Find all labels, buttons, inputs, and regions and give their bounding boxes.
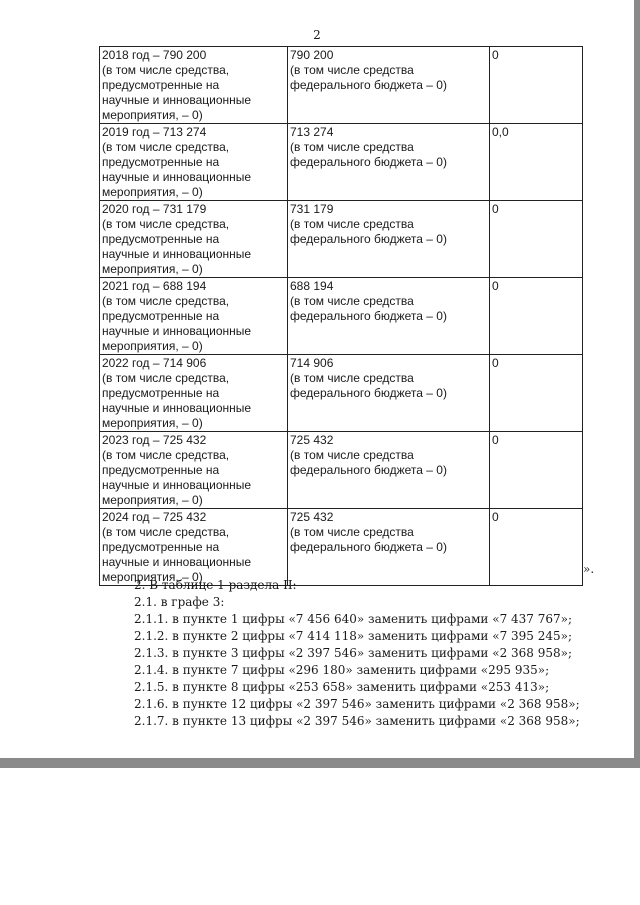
cell-line: (в том числе средства, xyxy=(102,217,230,231)
cell-line: предусмотренные на xyxy=(102,463,220,477)
amendment-line: 2.1.5. в пункте 8 цифры «253 658» заменить цифрами «253 413»; xyxy=(134,680,550,694)
year-total-cell xyxy=(100,355,288,432)
cell-line: федерального бюджета – 0) xyxy=(290,386,447,400)
budget-amount-cell xyxy=(288,124,490,201)
cell-line: 2019 год – 713 274 xyxy=(102,125,207,139)
cell-line: 714 906 xyxy=(290,356,334,370)
budget-amount-cell xyxy=(288,278,490,355)
cell-line: 725 432 xyxy=(290,510,334,524)
cell-line: 731 179 xyxy=(290,202,334,216)
cell-line: федерального бюджета – 0) xyxy=(290,463,447,477)
table-row xyxy=(100,124,583,201)
budget-amount-cell xyxy=(288,432,490,509)
cell-line: (в том числе средства xyxy=(290,63,414,77)
cell-line: 725 432 xyxy=(290,433,334,447)
extra-amount-cell: 0 xyxy=(490,355,583,432)
budget-amount-cell xyxy=(288,355,490,432)
cell-line: (в том числе средства, xyxy=(102,371,230,385)
cell-line: 2022 год – 714 906 xyxy=(102,356,207,370)
cell-line: 790 200 xyxy=(290,48,334,62)
cell-line: мероприятия, – 0) xyxy=(102,108,203,122)
page-number: 2 xyxy=(313,28,321,42)
closing-quote: ». xyxy=(583,562,595,576)
funding-table xyxy=(99,46,583,586)
extra-amount-cell: 0 xyxy=(490,509,583,586)
cell-line: научные и инновационные xyxy=(102,555,252,569)
cell-line: федерального бюджета – 0) xyxy=(290,155,447,169)
cell-line: (в том числе средства xyxy=(290,448,414,462)
table-row xyxy=(100,509,583,586)
cell-line: научные и инновационные xyxy=(102,401,252,415)
cell-line: мероприятия, – 0) xyxy=(102,339,203,353)
cell-line: мероприятия, – 0) xyxy=(102,416,203,430)
cell-line: федерального бюджета – 0) xyxy=(290,232,447,246)
cell-line: 2021 год – 688 194 xyxy=(102,279,207,293)
year-total-cell xyxy=(100,124,288,201)
cell-line: (в том числе средства xyxy=(290,294,414,308)
year-total-cell xyxy=(100,278,288,355)
amendment-line: 2.1.7. в пункте 13 цифры «2 397 546» заменить цифрами «2 368 958»; xyxy=(134,714,580,728)
cell-line: научные и инновационные xyxy=(102,478,252,492)
table-row xyxy=(100,278,583,355)
amendment-line: 2.1.3. в пункте 3 цифры «2 397 546» заменить цифрами «2 368 958»; xyxy=(134,646,573,660)
cell-line: (в том числе средства, xyxy=(102,448,230,462)
amendment-line: 2.1. в графе 3: xyxy=(134,595,225,609)
cell-line: (в том числе средства xyxy=(290,140,414,154)
amendment-line: 2.1.4. в пункте 7 цифры «296 180» заменить цифрами «295 935»; xyxy=(134,663,550,677)
table-row xyxy=(100,47,583,124)
extra-amount-cell: 0 xyxy=(490,278,583,355)
year-total-cell xyxy=(100,201,288,278)
cell-line: мероприятия, – 0) xyxy=(102,570,203,584)
cell-line: научные и инновационные xyxy=(102,247,252,261)
cell-line: 2024 год – 725 432 xyxy=(102,510,207,524)
budget-amount-cell xyxy=(288,201,490,278)
cell-line: (в том числе средства xyxy=(290,371,414,385)
year-total-cell xyxy=(100,509,288,586)
cell-line: (в том числе средства, xyxy=(102,294,230,308)
cell-line: (в том числе средства, xyxy=(102,140,230,154)
cell-line: мероприятия, – 0) xyxy=(102,262,203,276)
amendment-line: 2. В таблице 1 раздела II: xyxy=(134,578,297,592)
cell-line: предусмотренные на xyxy=(102,232,220,246)
cell-line: федерального бюджета – 0) xyxy=(290,309,447,323)
amendment-line: 2.1.6. в пункте 12 цифры «2 397 546» заменить цифрами «2 368 958»; xyxy=(134,697,580,711)
budget-amount-cell xyxy=(288,47,490,124)
table-row xyxy=(100,201,583,278)
cell-line: предусмотренные на xyxy=(102,309,220,323)
cell-line: научные и инновационные xyxy=(102,170,252,184)
table-row xyxy=(100,355,583,432)
cell-line: 2020 год – 731 179 xyxy=(102,202,207,216)
cell-line: 2023 год – 725 432 xyxy=(102,433,207,447)
extra-amount-cell: 0 xyxy=(490,201,583,278)
cell-line: научные и инновационные xyxy=(102,324,252,338)
budget-amount-cell xyxy=(288,509,490,586)
cell-line: мероприятия, – 0) xyxy=(102,185,203,199)
cell-line: предусмотренные на xyxy=(102,386,220,400)
cell-line: 2018 год – 790 200 xyxy=(102,48,207,62)
extra-amount-cell: 0 xyxy=(490,47,583,124)
cell-line: 713 274 xyxy=(290,125,334,139)
cell-line: (в том числе средства, xyxy=(102,525,230,539)
cell-line: предусмотренные на xyxy=(102,540,220,554)
amendments-list xyxy=(134,577,580,730)
year-total-cell xyxy=(100,47,288,124)
cell-line: 688 194 xyxy=(290,279,334,293)
cell-line: предусмотренные на xyxy=(102,155,220,169)
extra-amount-cell: 0,0 xyxy=(490,124,583,201)
year-total-cell xyxy=(100,432,288,509)
cell-line: научные и инновационные xyxy=(102,93,252,107)
cell-line: предусмотренные на xyxy=(102,78,220,92)
table-row xyxy=(100,432,583,509)
cell-line: (в том числе средства, xyxy=(102,63,230,77)
amendment-line: 2.1.2. в пункте 2 цифры «7 414 118» заменить цифрами «7 395 245»; xyxy=(134,629,573,643)
cell-line: федерального бюджета – 0) xyxy=(290,78,447,92)
cell-line: федерального бюджета – 0) xyxy=(290,540,447,554)
cell-line: мероприятия, – 0) xyxy=(102,493,203,507)
extra-amount-cell: 0 xyxy=(490,432,583,509)
cell-line: (в том числе средства xyxy=(290,217,414,231)
cell-line: (в том числе средства xyxy=(290,525,414,539)
amendment-line: 2.1.1. в пункте 1 цифры «7 456 640» заменить цифрами «7 437 767»; xyxy=(134,612,573,626)
